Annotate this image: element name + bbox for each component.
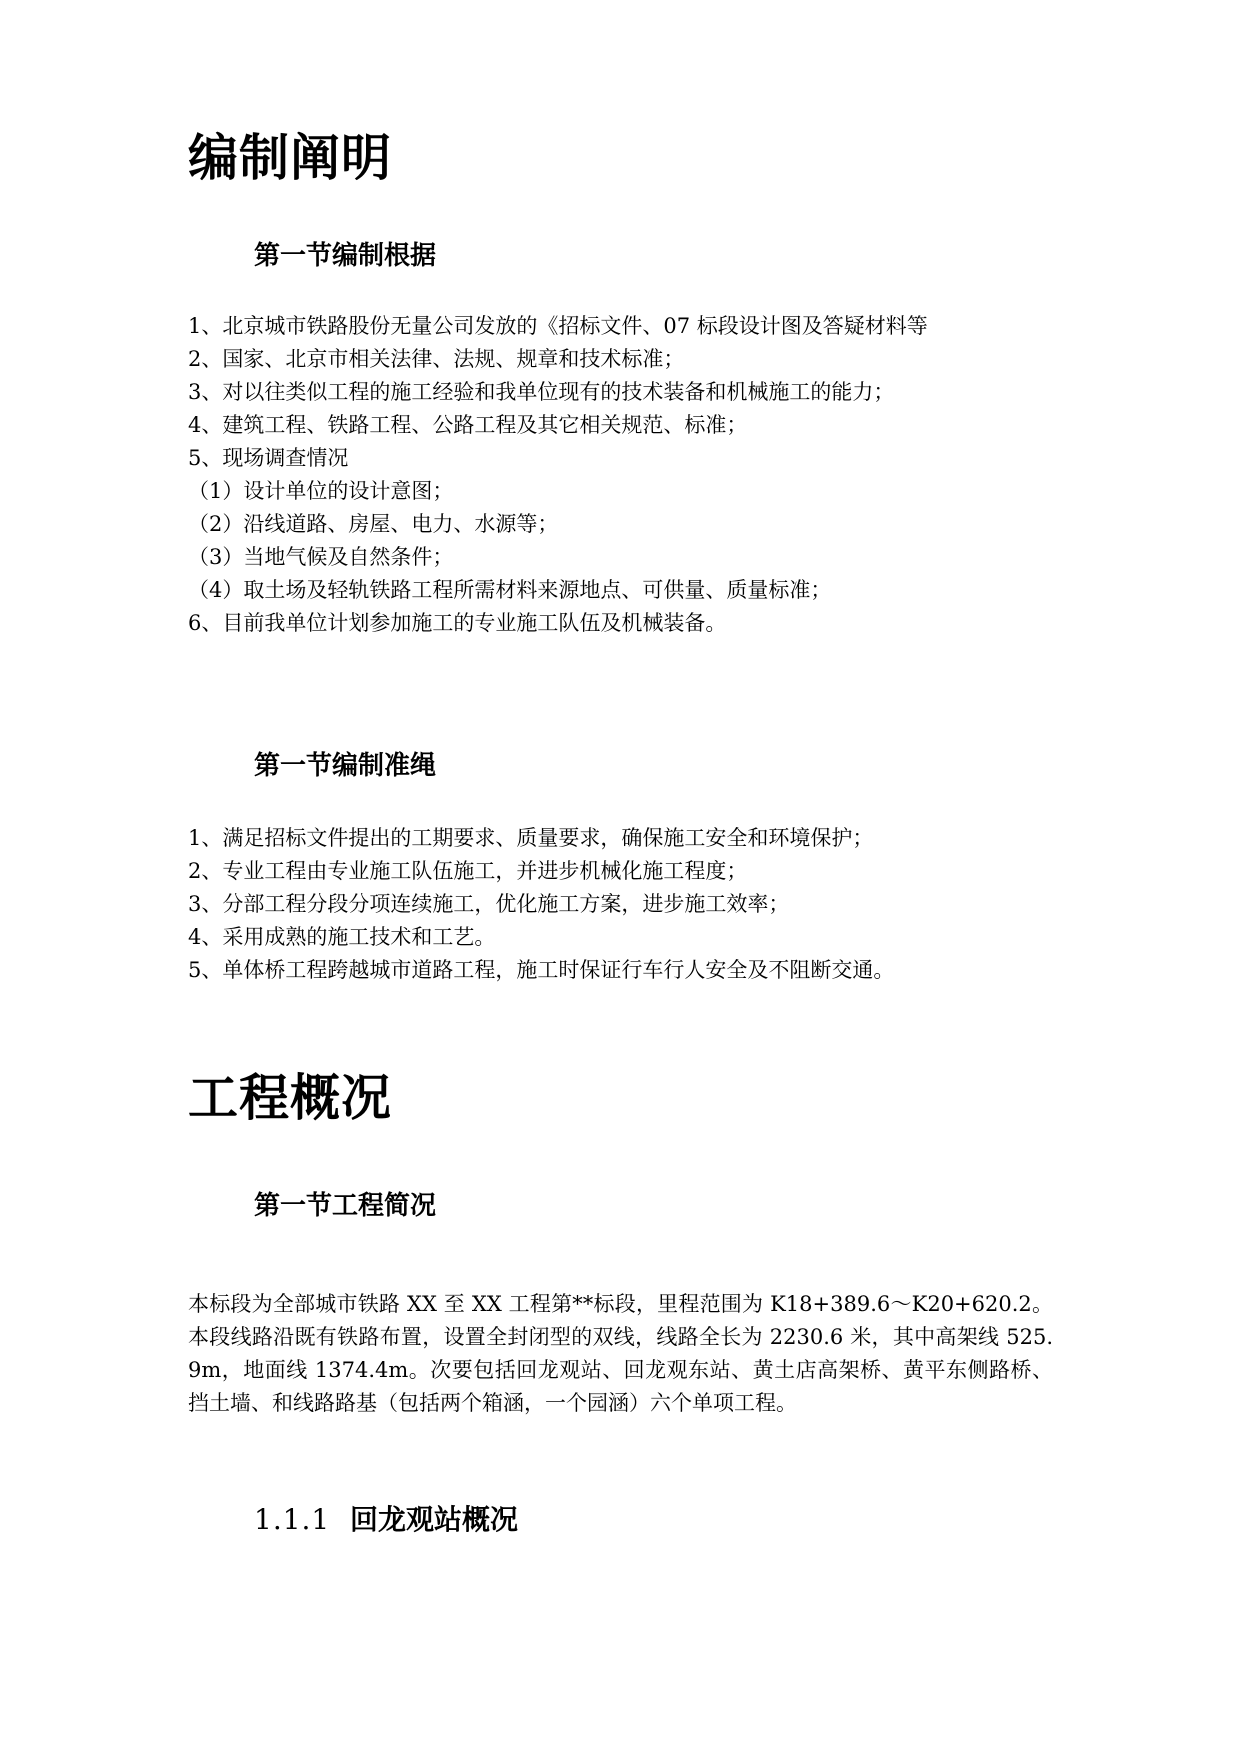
section-title-compilation-notes: 编制阐明 bbox=[188, 129, 392, 187]
project-brief-paragraph: 本标段为全部城市铁路 XX 至 XX 工程第**标段，里程范围为 K18+389.6～K20+620.2。本段线路沿既有铁路布置，设置全封闭型的双线，线路全长为 2230.6 米，其中高架线 525.9m，地面线 1374.4m。次要包括回龙观站、回龙观东站、黄土店高架桥、黄平东侧路桥、挡土墙、和线路路基（包括两个箱涵，一个园涵）六个单项工程。 bbox=[188, 1292, 1053, 1415]
list-item: （2）沿线道路、房屋、电力、水源等； bbox=[188, 512, 559, 536]
list-item: 2、国家、北京市相关法律、法规、规章和技术标准； bbox=[188, 347, 685, 371]
list-item: （1）设计单位的设计意图； bbox=[188, 479, 454, 503]
principles-list bbox=[188, 822, 1068, 987]
list-item: 3、分部工程分段分项连续施工，优化施工方案，进步施工效率； bbox=[188, 892, 790, 916]
subsection-title-principles: 第一节编制准绳 bbox=[254, 751, 437, 781]
list-item: 1、北京城市铁路股份无量公司发放的《招标文件、07 标段设计图及答疑材料等 bbox=[188, 314, 928, 338]
basis-list bbox=[188, 310, 1068, 640]
list-item: 2、专业工程由专业施工队伍施工，并进步机械化施工程度； bbox=[188, 859, 748, 883]
list-item: （3）当地气候及自然条件； bbox=[188, 545, 454, 569]
list-item: 4、采用成熟的施工技术和工艺。 bbox=[188, 925, 496, 949]
list-item: 6、目前我单位计划参加施工的专业施工队伍及机械装备。 bbox=[188, 611, 727, 635]
list-item: 5、现场调查情况 bbox=[188, 446, 349, 470]
subsection-title-basis: 第一节编制根据 bbox=[254, 241, 437, 271]
subsubsection-heading bbox=[254, 1503, 518, 1537]
list-item: （4）取土场及轻轨铁路工程所需材料来源地点、可供量、质量标准； bbox=[188, 578, 832, 602]
subsubsection-number: 1.1.1 bbox=[254, 1503, 331, 1536]
subsubsection-title: 回龙观站概况 bbox=[350, 1503, 519, 1536]
list-item: 3、对以往类似工程的施工经验和我单位现有的技术装备和机械施工的能力； bbox=[188, 380, 895, 404]
subsection-title-project-brief: 第一节工程简况 bbox=[254, 1191, 437, 1221]
list-item: 1、满足招标文件提出的工期要求、质量要求，确保施工安全和环境保护； bbox=[188, 826, 874, 850]
section-title-project-overview: 工程概况 bbox=[188, 1069, 392, 1127]
list-item: 4、建筑工程、铁路工程、公路工程及其它相关规范、标准； bbox=[188, 413, 748, 437]
list-item: 5、单体桥工程跨越城市道路工程，施工时保证行车行人安全及不阻断交通。 bbox=[188, 958, 895, 982]
